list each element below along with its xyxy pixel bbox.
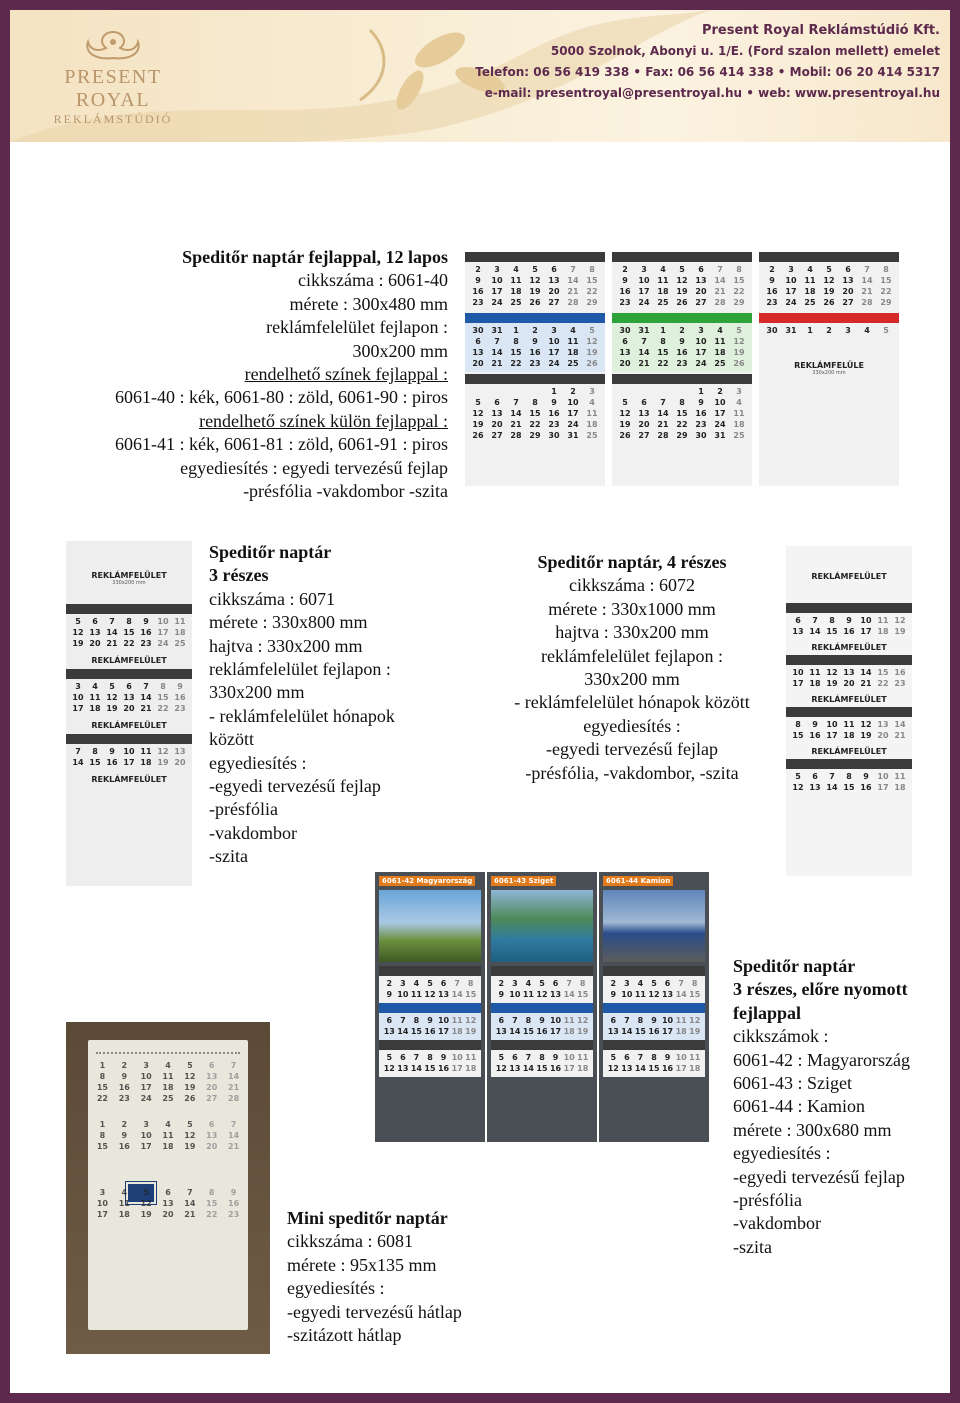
calendar-header-bar — [612, 252, 752, 262]
product-1-line: mérete : 300x480 mm — [289, 293, 448, 314]
calendar-header-bar — [759, 313, 899, 323]
calendar-header-bar — [465, 313, 605, 323]
product-6-line: mérete : 300x680 mm — [733, 1119, 892, 1140]
product-4-calendar-truck — [599, 872, 709, 1142]
product-1-line: 300x200 mm — [352, 340, 448, 361]
product-2-line: között — [209, 729, 254, 750]
calendar-header-bar — [786, 603, 912, 613]
product-6-line: -présfólia — [733, 1190, 802, 1211]
calendar-month-grid: 2 3 4 5 6 7 8 9 10 11 12 13 14 15 16 17 18 19 20 21 22 23 24 25 26 27 28 29 — [766, 265, 892, 307]
spiral-binding — [96, 1044, 240, 1054]
product-3-line: - reklámfelelület hónapok között — [514, 692, 750, 713]
product-3-line: egyediesítés : — [583, 715, 681, 736]
product-5-line: cikkszáma : 6081 — [287, 1231, 413, 1252]
product-5-description — [287, 1207, 527, 1347]
calendar-header-bar — [66, 734, 192, 744]
product-1-calendar-blue — [465, 252, 605, 486]
product-1-line: 6061-40 : kék, 6061-80 : zöld, 6061-90 : piros — [115, 387, 448, 408]
calendar-month-grid: 6 7 8 9 10 11 12 13 14 15 16 17 18 19 — [792, 616, 906, 636]
product-3-ad-label-between: REKLÁMFELÜLET — [811, 643, 887, 652]
calendar-header-bar — [491, 966, 593, 976]
calendar-month-grid: 1 2 3 5 6 7 8 9 10 4 12 13 14 15 16 17 11 19 20 21 22 23 24 18 26 27 28 29 30 31 25 — [619, 387, 745, 440]
calendar-header-bar — [379, 1040, 481, 1050]
calendar-header-bar — [465, 374, 605, 384]
product-4-tag: 6061-44 Kamion — [603, 876, 673, 886]
product-3-line: -présfólia, -vakdombor, -szita — [525, 762, 739, 783]
calendar-header-bar — [786, 707, 912, 717]
product-6-line: -szita — [733, 1236, 772, 1257]
product-4-tag: 6061-43 Sziget — [491, 876, 556, 886]
product-6-line: -egyedi tervezésű fejlap — [733, 1166, 905, 1187]
product-6-line: 6061-42 : Magyarország — [733, 1049, 910, 1070]
calendar-month-grid: 30 31 1 2 3 4 5 6 7 8 9 10 11 12 13 14 15 16 17 18 19 20 21 22 23 24 25 26 — [612, 323, 752, 372]
calendar-month-grid: 3 4 5 6 7 8 9 10 11 12 13 14 15 16 17 18 19 20 21 22 23 — [96, 1188, 240, 1219]
calendar-month-grid: 5 6 7 8 9 10 11 12 13 14 15 16 17 18 19 20 21 22 23 24 25 — [72, 617, 186, 648]
calendar-month-grid: 2 3 4 5 6 7 8 9 10 11 12 13 14 15 16 17 18 19 20 21 22 23 24 25 26 27 28 29 — [619, 265, 745, 307]
product-6-title: Speditőr naptár — [733, 956, 856, 976]
calendar-month-grid: 7 8 9 10 11 12 13 14 15 16 17 18 19 20 — [72, 747, 186, 767]
company-web: e-mail: presentroyal@presentroyal.hu • web: www.presentroyal.hu — [484, 86, 940, 100]
product-3-ad-label-between: REKLÁMFELÜLET — [811, 695, 887, 704]
calendar-month-grid: 10 11 12 13 14 15 16 17 18 19 20 21 22 23 — [792, 668, 906, 688]
letterhead — [10, 10, 950, 142]
company-phones: Telefon: 06 56 419 338 • Fax: 06 56 414 338 • Mobil: 06 20 414 5317 — [475, 65, 940, 79]
photo-landscape-church — [379, 890, 481, 962]
product-1-line: -présfólia -vakdombor -szita — [243, 481, 448, 502]
company-logo — [28, 28, 198, 127]
calendar-month-grid: 1 2 3 4 5 6 7 8 9 10 11 12 13 14 15 16 17 18 19 20 21 22 23 24 25 26 27 28 — [96, 1061, 240, 1103]
product-2-ad-label-between: REKLÁMFELÜLET — [91, 721, 167, 730]
calendar-month-grid: 1 2 3 4 5 6 7 8 9 10 11 12 13 14 15 16 17 18 19 20 21 — [96, 1120, 240, 1151]
calendar-month-grid: 30 31 1 2 3 4 5 6 7 8 9 10 11 12 13 14 15 16 17 18 19 20 21 22 23 24 25 26 — [465, 323, 605, 372]
product-1-line: 6061-41 : kék, 6061-81 : zöld, 6061-91 : piros — [115, 434, 448, 455]
product-2-line: -szita — [209, 846, 248, 867]
product-1-ad-size: 330x200 mm — [812, 370, 846, 376]
product-3-line: cikkszáma : 6072 — [569, 575, 695, 596]
product-3-line: -egyedi tervezésű fejlap — [546, 739, 718, 760]
product-1-description — [30, 246, 448, 503]
product-3-ad-label: REKLÁMFELÜLET — [811, 572, 887, 581]
logo-name: PRESENT ROYAL — [64, 66, 162, 111]
calendar-month-grid: 3 4 5 6 7 8 9 10 11 12 13 14 15 16 17 18 19 20 21 22 23 — [72, 682, 186, 713]
product-6-subtitle: 3 részes, előre nyomott — [733, 979, 908, 1000]
product-2-line: - reklámfelelület hónapok — [209, 705, 395, 726]
product-4-calendar-island — [487, 872, 597, 1142]
product-6-description — [733, 955, 948, 1259]
product-3-description — [480, 551, 784, 785]
product-1-line: reklámfelelület fejlapon : — [266, 317, 448, 338]
product-2-ad-size: 330x200 mm — [112, 580, 146, 586]
product-6-subtitle: fejlappal — [733, 1002, 802, 1023]
product-5-line: egyediesítés : — [287, 1278, 385, 1299]
product-2-calendar — [66, 541, 192, 886]
photo-truck — [603, 890, 705, 962]
product-2-line: reklámfelelület fejlapon : — [209, 659, 391, 680]
product-3-line: 330x200 mm — [584, 669, 680, 690]
calendar-month-grid: 2 3 4 5 6 7 8 9 10 11 12 13 14 15 — [386, 979, 477, 999]
calendar-month-grid: 5 6 7 8 9 10 11 12 13 14 15 16 17 18 — [607, 1053, 701, 1073]
product-2-ad-label-between: REKLÁMFELÜLET — [91, 656, 167, 665]
calendar-header-bar — [786, 759, 912, 769]
product-3-line: hajtva : 330x200 mm — [555, 622, 709, 643]
calendar-header-bar — [612, 313, 752, 323]
product-2-title: Speditőr naptár — [209, 542, 332, 562]
crown-ornament-icon — [68, 28, 158, 62]
product-6-line: egyediesítés : — [733, 1143, 831, 1164]
product-3-calendar — [786, 546, 912, 876]
calendar-header-bar — [491, 1003, 593, 1013]
product-5-mini-calendar-photo — [66, 1022, 270, 1354]
company-address: 5000 Szolnok, Abonyi u. 1/E. (Ford szalon mellett) emelet — [550, 44, 940, 58]
product-6-line: 6061-44 : Kamion — [733, 1096, 865, 1117]
product-6-line: -vakdombor — [733, 1213, 821, 1234]
product-2-ad-label: REKLÁMFELÜLET — [91, 571, 167, 580]
product-3-ad-label-between: REKLÁMFELÜLET — [811, 747, 887, 756]
product-3-line: reklámfelelület fejlapon : — [541, 645, 723, 666]
product-2-line: -vakdombor — [209, 822, 297, 843]
calendar-month-grid: 2 3 4 5 6 7 8 9 10 11 12 13 14 15 — [610, 979, 701, 999]
calendar-header-bar — [379, 1003, 481, 1013]
product-4-calendar-hungary — [375, 872, 485, 1142]
calendar-month-grid: 5 6 7 8 9 10 11 12 13 14 15 16 17 18 — [495, 1053, 589, 1073]
product-1-line: egyediesítés : egyedi tervezésű fejlap — [180, 457, 448, 478]
contact-info — [475, 20, 940, 104]
product-2-line: hajtva : 330x200 mm — [209, 635, 363, 656]
company-name: Present Royal Reklámstúdió Kft. — [701, 23, 940, 38]
calendar-month-grid: 6 7 8 9 10 11 12 13 14 15 16 17 18 19 — [491, 1013, 593, 1040]
calendar-month-grid: 2 3 4 5 6 7 8 9 10 11 12 13 14 15 16 17 18 19 20 21 22 23 24 25 26 27 28 29 — [472, 265, 598, 307]
calendar-header-bar — [759, 252, 899, 262]
product-2-subtitle: 3 részes — [209, 565, 269, 586]
calendar-month-grid: 6 7 8 9 10 11 12 13 14 15 16 17 18 19 — [379, 1013, 481, 1040]
product-3-line: mérete : 330x1000 mm — [548, 598, 716, 619]
product-5-line: -szitázott hátlap — [287, 1325, 402, 1346]
calendar-month-grid: 5 6 7 8 9 10 11 12 13 14 15 16 17 18 — [792, 772, 906, 792]
product-6-line: cikkszámok : — [733, 1026, 829, 1047]
product-1-calendar-red — [759, 252, 899, 486]
calendar-month-grid: 30 31 1 2 3 4 5 — [766, 326, 889, 335]
calendar-header-bar — [465, 252, 605, 262]
product-2-line: -présfólia — [209, 799, 278, 820]
product-1-calendar-green — [612, 252, 752, 486]
product-5-line: -egyedi tervezésű hátlap — [287, 1301, 462, 1322]
product-4-tag: 6061-42 Magyarország — [379, 876, 475, 886]
product-1-line: rendelhető színek fejlappal : — [244, 364, 448, 385]
calendar-month-grid: 5 6 7 8 9 10 11 12 13 14 15 16 17 18 — [383, 1053, 477, 1073]
product-2-line: mérete : 330x800 mm — [209, 612, 368, 633]
photo-island-lake — [491, 890, 593, 962]
calendar-header-bar — [786, 655, 912, 665]
product-1-line: rendelhető színek külön fejlappal : — [199, 410, 448, 431]
calendar-header-bar — [603, 1003, 705, 1013]
product-2-line: egyediesítés : — [209, 752, 307, 773]
calendar-header-bar — [491, 1040, 593, 1050]
calendar-header-bar — [379, 966, 481, 976]
product-3-title: Speditőr naptár, 4 részes — [537, 552, 727, 572]
product-1-ad-label: REKLÁMFELÜLE — [794, 361, 864, 370]
product-5-title: Mini speditőr naptár — [287, 1208, 448, 1228]
calendar-month-grid: 8 9 10 11 12 13 14 15 16 17 18 19 20 21 — [792, 720, 906, 740]
calendar-header-bar — [612, 374, 752, 384]
product-6-line: 6061-43 : Sziget — [733, 1073, 852, 1094]
calendar-header-bar — [603, 1040, 705, 1050]
calendar-month-grid: 2 3 4 5 6 7 8 9 10 11 12 13 14 15 — [498, 979, 589, 999]
product-5-line: mérete : 95x135 mm — [287, 1254, 437, 1275]
product-2-line: cikkszáma : 6071 — [209, 588, 335, 609]
product-1-line: cikkszáma : 6061-40 — [298, 270, 448, 291]
product-2-line: 330x200 mm — [209, 682, 305, 703]
product-1-title: Speditőr naptár fejlappal, 12 lapos — [182, 247, 448, 267]
calendar-month-grid: 6 7 8 9 10 11 12 13 14 15 16 17 18 19 — [603, 1013, 705, 1040]
calendar-month-grid: 1 2 3 5 6 7 8 9 10 4 12 13 14 15 16 17 11 19 20 21 22 23 24 18 26 27 28 29 30 31 25 — [472, 387, 598, 440]
product-2-description — [209, 541, 449, 869]
logo-subtitle: REKLÁMSTÚDIÓ — [53, 112, 173, 126]
calendar-header-bar — [66, 604, 192, 614]
calendar-header-bar — [66, 669, 192, 679]
calendar-header-bar — [603, 966, 705, 976]
product-2-line: -egyedi tervezésű fejlap — [209, 776, 381, 797]
product-2-ad-label-between: REKLÁMFELÜLET — [91, 775, 167, 784]
